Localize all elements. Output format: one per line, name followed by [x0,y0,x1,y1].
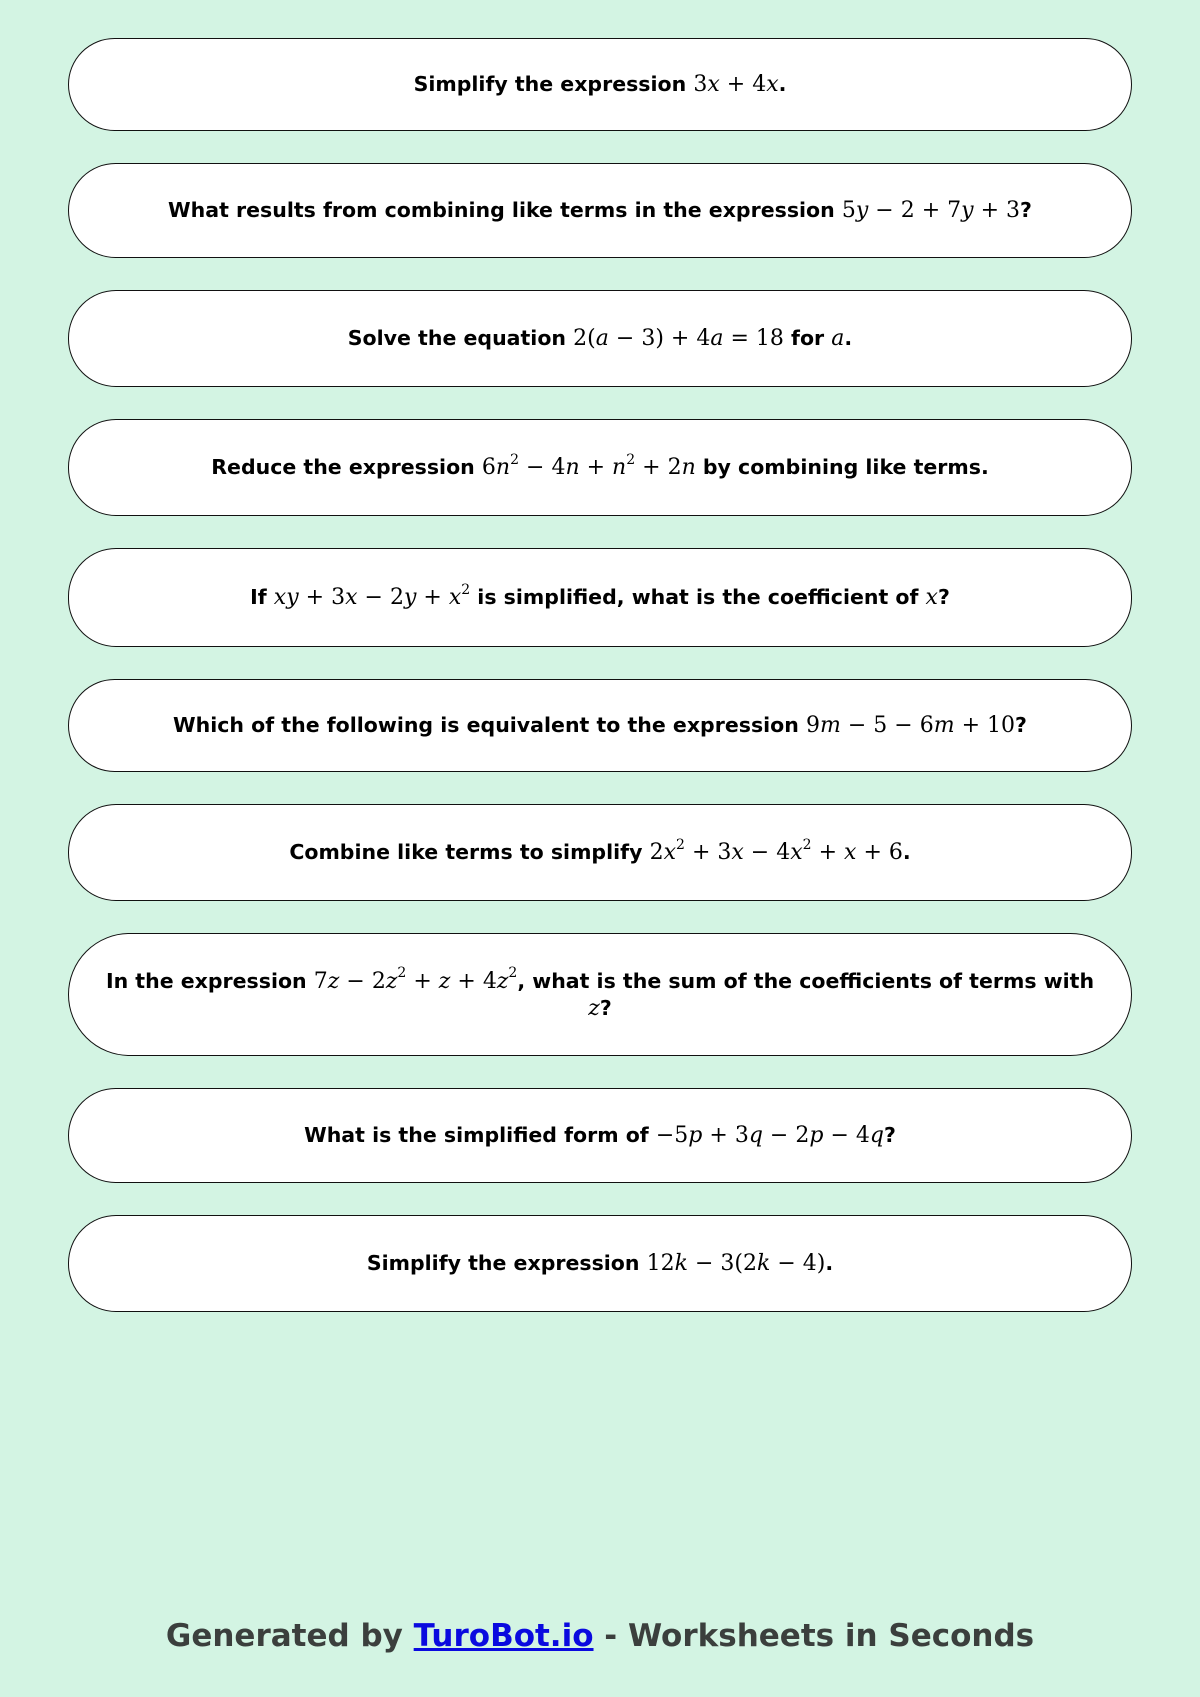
question-text [348,325,852,352]
question-text [168,197,1032,224]
question-prefix: What results from combining like terms in the expression [168,198,842,222]
question-prefix: Simplify the expression [366,1251,647,1275]
math-expression: $2x^2 + 3x - 4x^2 + x + 6$ [649,836,903,865]
question-suffix: by combining like terms. [695,455,989,479]
question-suffix: ? [937,585,950,609]
question-suffix: . [902,840,911,864]
math-expression: 5y − 2 + 7y + 3 [841,198,1021,223]
question-text [211,451,989,481]
footer-suffix: - Worksheets in Seconds [593,1618,1035,1654]
question-card [68,679,1132,772]
question-prefix: Which of the following is equivalent to the expression [173,713,806,737]
question-suffix: . [844,326,853,350]
question-prefix: In the expression [105,968,314,993]
question-prefix: Solve the equation [347,326,574,350]
math-variable: a [831,326,845,351]
math-expression: xy + $3x - 2y + x^2$ [273,581,471,610]
question-prefix: What is the simplified form of [304,1123,656,1147]
question-text [289,836,911,866]
question-card [68,290,1132,387]
question-middle: for [783,326,832,350]
question-text [93,965,1107,1022]
question-card [68,163,1132,258]
question-card [68,804,1132,901]
math-expression: 12k − 3(2k − 4) [646,1251,826,1276]
question-text [250,581,950,611]
question-middle: is simplified, what is the coefficient of [470,585,926,609]
question-text [414,71,787,98]
question-text [173,712,1027,739]
question-card [68,38,1132,131]
question-text [367,1250,833,1277]
question-card [68,1215,1132,1312]
math-variable: x [925,585,938,610]
question-card [68,933,1132,1056]
math-expression: $6n^2 - 4n + n^2 + 2n$ [481,451,696,480]
question-card [68,548,1132,647]
question-prefix: Reduce the expression [211,455,482,479]
question-prefix: If [250,585,274,609]
question-text [304,1122,896,1149]
question-prefix: Simplify the expression [413,72,694,96]
question-prefix: Combine like terms to simplify [289,840,650,864]
math-expression: 9m − 5 − 6m + 10 [805,713,1016,738]
question-card [68,1088,1132,1183]
math-expression: −5p + 3q − 2p − 4q [655,1123,884,1148]
question-card [68,419,1132,516]
question-suffix: ? [1015,713,1027,737]
math-expression: 3x + 4x [693,72,779,97]
turobot-link[interactable]: TuroBot.io [413,1618,594,1654]
question-suffix: . [825,1251,834,1275]
math-expression: 2(a − 3) + 4a = 18 [573,326,784,351]
math-expression: $7z - 2z^2 + z + 4z^2$ [313,965,518,994]
footer-prefix: Generated by [165,1618,414,1654]
question-suffix: . [778,72,787,96]
question-list [68,38,1132,1344]
question-suffix: ? [883,1123,896,1147]
question-suffix: ? [1020,198,1032,222]
question-middle: , what is the sum of the coefficients of terms with [517,968,1095,993]
question-suffix: ? [599,995,612,1020]
math-variable: z [588,995,600,1021]
footer-credit [0,1618,1200,1654]
